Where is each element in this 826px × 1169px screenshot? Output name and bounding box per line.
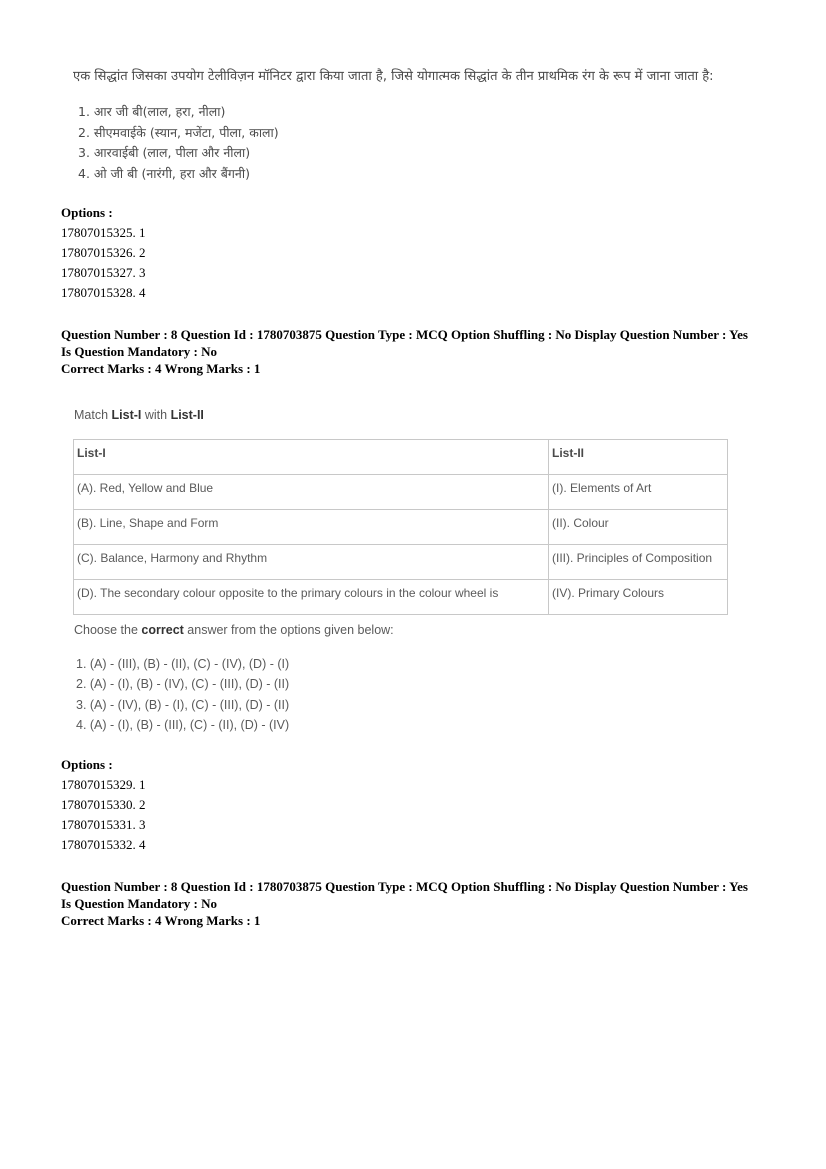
option-id: 17807015328. 4 (61, 285, 146, 300)
answer-choice: 3. (A) - (IV), (B) - (I), (C) - (III), (D) - (II) (76, 697, 290, 712)
table-cell: (III). Principles of Composition (549, 545, 728, 580)
option-id: 17807015332. 4 (61, 837, 146, 852)
question-meta-line: Is Question Mandatory : No (61, 344, 218, 359)
options-label: Options : (61, 757, 113, 772)
answer-choice: 1. आर जी बी(लाल, हरा, नीला) (78, 104, 226, 119)
answer-choice: 4. (A) - (I), (B) - (III), (C) - (II), (D) - (IV) (76, 717, 290, 732)
question-meta-line: Question Number : 8 Question Id : 1780703875 Question Type : MCQ Option Shuffling : No Display Question Number : Yes (61, 879, 748, 894)
table-header-cell: List-I (74, 440, 549, 475)
table-row (74, 475, 728, 510)
table-cell: (D). The secondary colour opposite to the primary colours in the colour wheel is (74, 580, 549, 615)
table-row (74, 545, 728, 580)
question-meta-line: Correct Marks : 4 Wrong Marks : 1 (61, 913, 261, 928)
answer-choice: 2. सीएमवाईके (स्यान, मजेंटा, पीला, काला) (78, 124, 279, 140)
table-cell: (B). Line, Shape and Form (74, 510, 549, 545)
choose-prefix: Choose the (74, 623, 142, 637)
question-meta (61, 878, 781, 929)
match-list1: List-I (111, 408, 142, 422)
option-id: 17807015331. 3 (61, 817, 146, 832)
question-meta-line: Correct Marks : 4 Wrong Marks : 1 (61, 361, 261, 376)
question-meta-line: Question Number : 8 Question Id : 1780703875 Question Type : MCQ Option Shuffling : No Display Question Number : Yes (61, 327, 748, 342)
question-meta-line: Is Question Mandatory : No (61, 896, 218, 911)
option-id: 17807015330. 2 (61, 797, 146, 812)
options-label: Options : (61, 205, 113, 220)
answer-choice: 3. आरवाईबी (लाल, पीला और नीला) (78, 145, 251, 160)
table-cell: (C). Balance, Harmony and Rhythm (74, 545, 549, 580)
match-list2: List-II (170, 408, 204, 422)
answer-choice: 2. (A) - (I), (B) - (IV), (C) - (III), (D) - (II) (76, 677, 290, 692)
table-cell: (II). Colour (549, 510, 728, 545)
table-header-cell: List-II (549, 440, 728, 475)
match-table (73, 439, 728, 615)
match-with: with (141, 408, 171, 422)
option-id: 17807015329. 1 (61, 777, 146, 792)
option-id: 17807015327. 3 (61, 265, 146, 280)
choose-suffix: answer from the options given below: (183, 623, 394, 637)
match-prefix: Match (74, 408, 112, 422)
question-meta (61, 326, 781, 377)
answer-choice: 1. (A) - (III), (B) - (II), (C) - (IV), (D) - (I) (76, 657, 290, 671)
option-id: 17807015326. 2 (61, 245, 146, 260)
answer-choices (76, 654, 289, 735)
table-header-row (74, 440, 728, 475)
table-row (74, 510, 728, 545)
answer-choices-hindi (78, 102, 279, 184)
table-cell: (IV). Primary Colours (549, 580, 728, 615)
choose-bold: correct (141, 623, 184, 637)
choose-instruction (74, 623, 394, 637)
table-row (74, 580, 728, 615)
answer-choice: 4. ओ जी बी (नारंगी, हरा और बैंगनी) (78, 165, 250, 181)
match-instruction (74, 408, 204, 422)
table-cell: (A). Red, Yellow and Blue (74, 475, 549, 510)
table-cell: (I). Elements of Art (549, 475, 728, 510)
question-stem-hindi: एक सिद्धांत जिसका उपयोग टेलीविज़न मॉनिटर द्वारा किया जाता है, जिसे योगात्मक सिद्धांत के तीन प्राथमिक रंग के रूप में जाना जाता है: (73, 69, 714, 84)
option-id: 17807015325. 1 (61, 225, 146, 240)
